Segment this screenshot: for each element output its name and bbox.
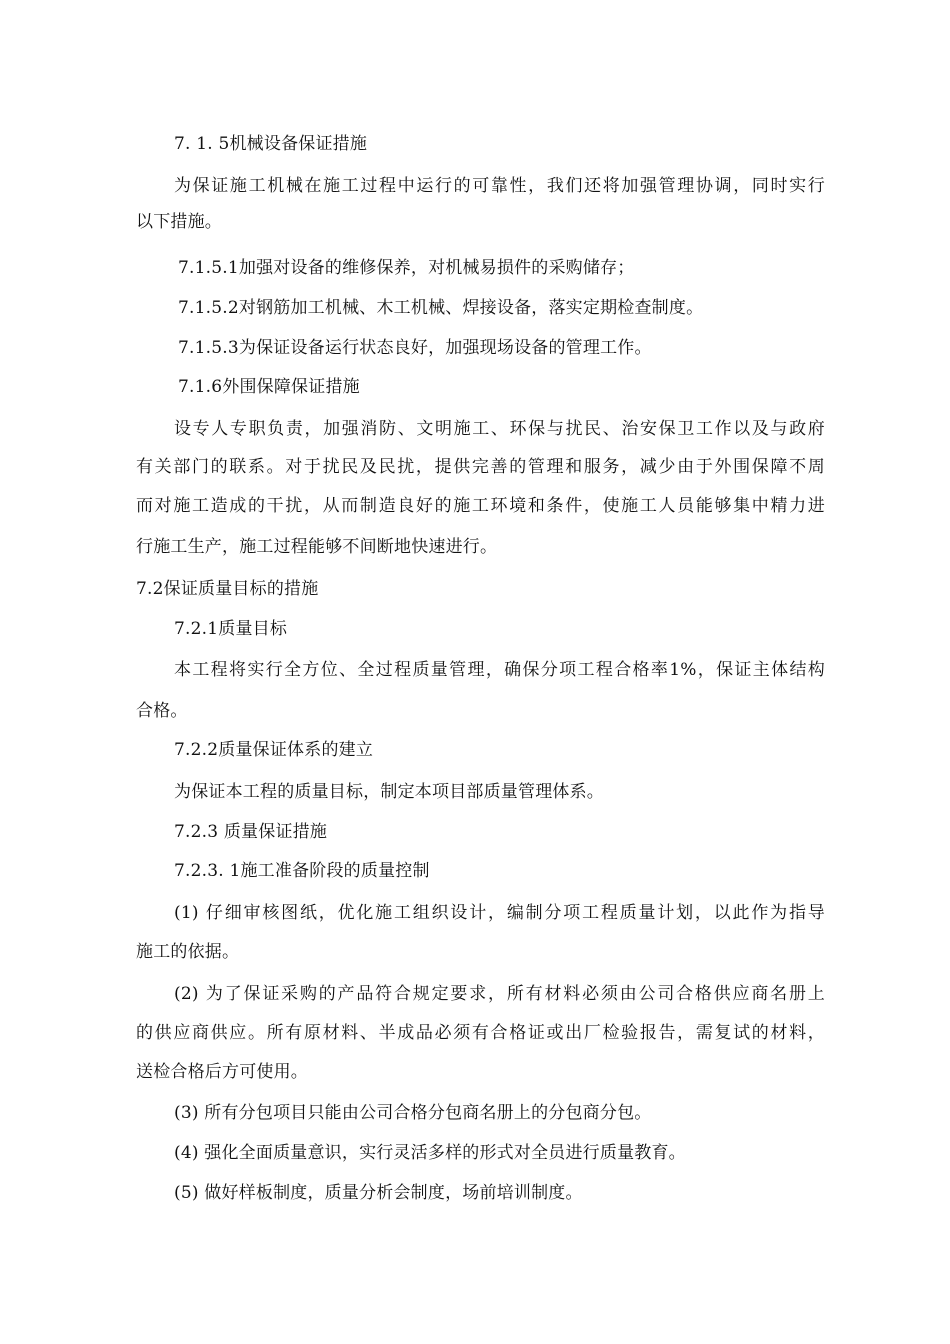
list-item-2-continuation: 送检合格后方可使用。 [136, 1062, 308, 1082]
list-item-2-continuation: 的供应商供应。所有原材料、半成品必须有合格证或出厂检验报告，需复试的材料， [136, 1023, 825, 1043]
list-item-1: (1) 仔细审核图纸，优化施工组织设计，编制分项工程质量计划，以此作为指导 [174, 903, 825, 923]
list-item-7-1-5-2: 7.1.5.2对钢筋加工机械、木工机械、焊接设备，落实定期检查制度。 [178, 298, 704, 318]
paragraph-line: 为保证施工机械在施工过程中运行的可靠性，我们还将加强管理协调，同时实行 [174, 176, 825, 196]
section-heading-7-2-1: 7.2.1质量目标 [174, 619, 288, 639]
paragraph-line: 合格。 [136, 701, 188, 721]
section-heading-7-2-3: 7.2.3 质量保证措施 [174, 822, 328, 842]
list-item-5: (5) 做好样板制度，质量分析会制度，场前培训制度。 [174, 1183, 583, 1203]
paragraph-line: 本工程将实行全方位、全过程质量管理，确保分项工程合格率1%，保证主体结构 [174, 660, 825, 680]
section-heading-7-2-2: 7.2.2质量保证体系的建立 [174, 740, 374, 760]
paragraph-line: 有关部门的联系。对于扰民及民扰，提供完善的管理和服务，减少由于外围保障不周 [136, 457, 825, 477]
paragraph-line: 为保证本工程的质量目标，制定本项目部质量管理体系。 [174, 782, 604, 802]
section-heading-7-2-3-1: 7.2.3. 1施工准备阶段的质量控制 [174, 861, 430, 881]
list-item-1-continuation: 施工的依据。 [136, 942, 240, 962]
list-item-3: (3) 所有分包项目只能由公司合格分包商名册上的分包商分包。 [174, 1103, 652, 1123]
paragraph-line: 设专人专职负责，加强消防、文明施工、环保与扰民、治安保卫工作以及与政府 [174, 419, 825, 439]
list-item-2: (2) 为了保证采购的产品符合规定要求，所有材料必须由公司合格供应商名册上 [174, 984, 825, 1004]
section-heading-7-2: 7.2保证质量目标的措施 [136, 579, 319, 599]
list-item-7-1-5-1: 7.1.5.1加强对设备的维修保养，对机械易损件的采购储存； [178, 258, 635, 278]
list-item-7-1-5-3: 7.1.5.3为保证设备运行状态良好，加强现场设备的管理工作。 [178, 338, 652, 358]
paragraph-line: 以下措施。 [136, 212, 222, 232]
section-heading-7-1-6: 7.1.6外围保障保证措施 [178, 377, 360, 397]
paragraph-line: 行施工生产，施工过程能够不间断地快速进行。 [136, 537, 498, 557]
paragraph-line: 而对施工造成的干扰，从而制造良好的施工环境和条件，使施工人员能够集中精力进 [136, 496, 825, 516]
section-heading-7-1-5: 7. 1. 5机械设备保证措施 [174, 134, 368, 154]
list-item-4: (4) 强化全面质量意识，实行灵活多样的形式对全员进行质量教育。 [174, 1143, 686, 1163]
